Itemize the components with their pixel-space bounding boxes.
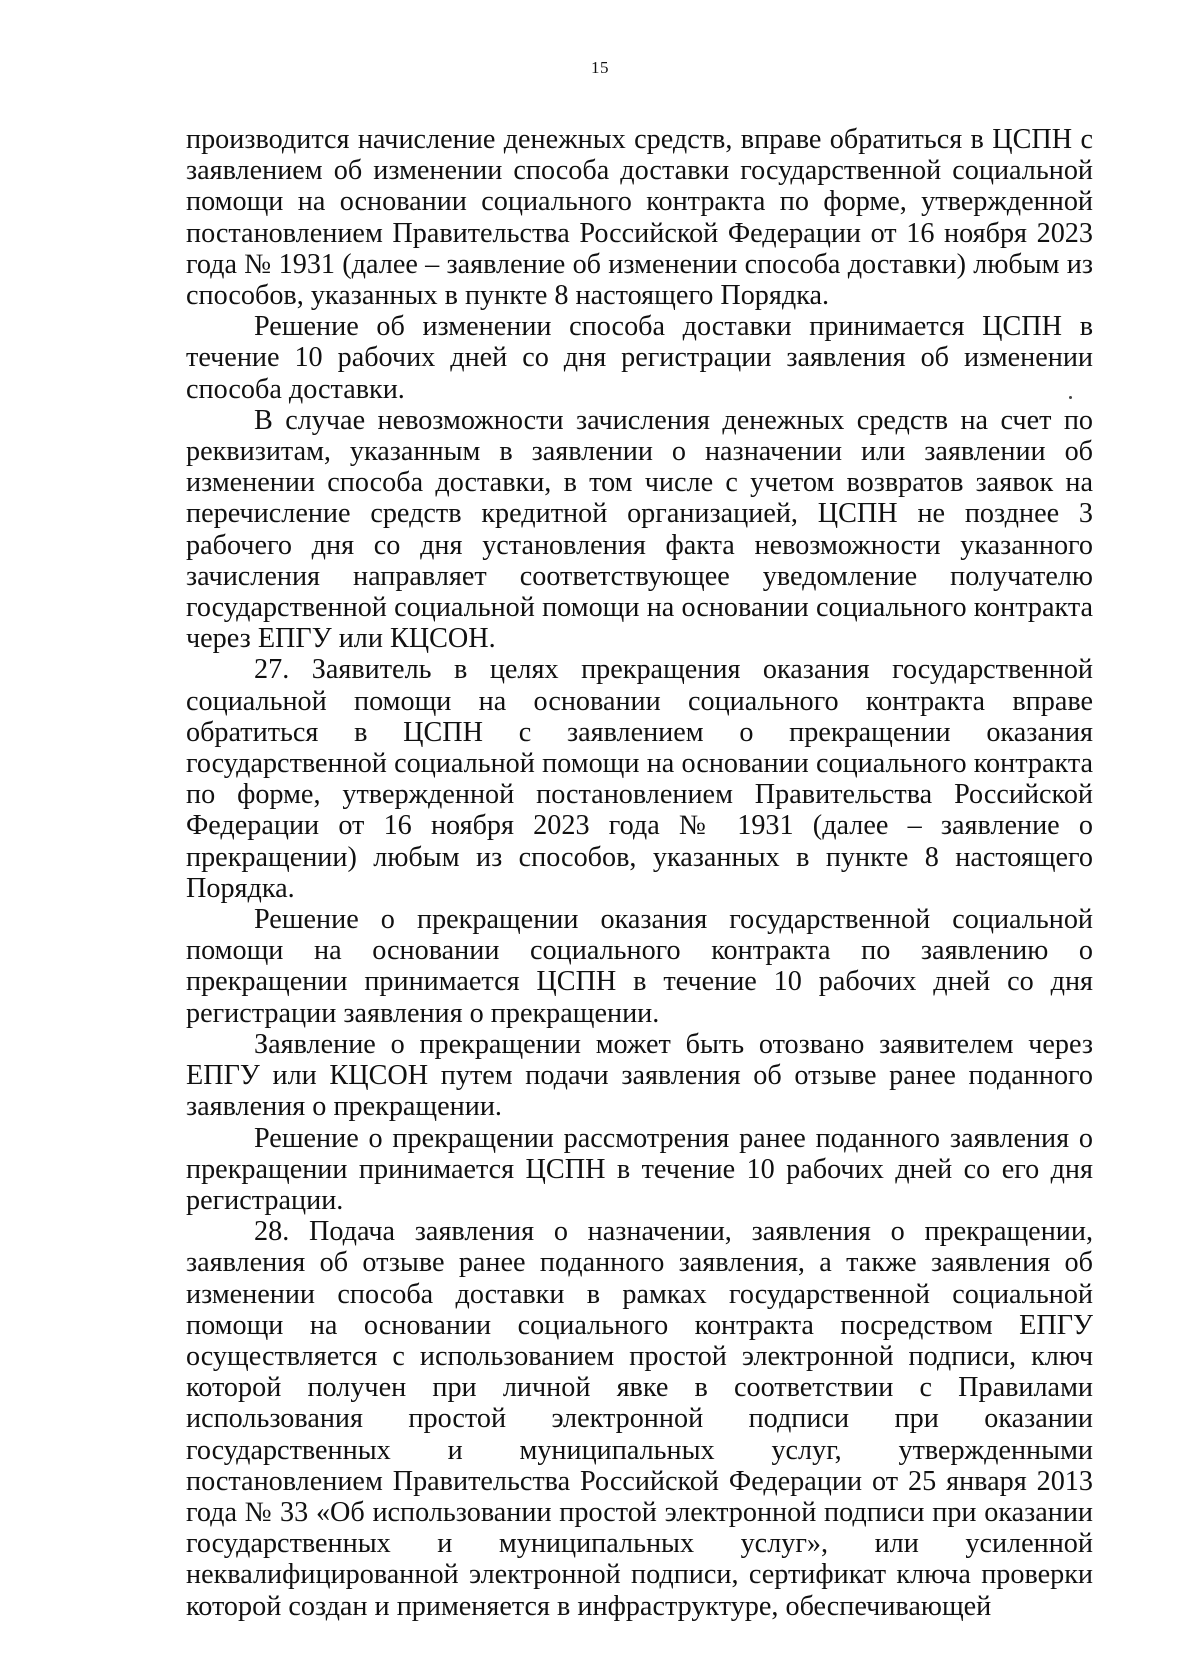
paragraph-item-27: 27. Заявитель в целях прекращения оказания государственной социальной помощи на основании социального контракта вправе обратиться в ЦСПН с заявлением о прекращении оказания государственной социальной помощи на основании социального контракта по форме, утвержденной постановлением Правительства Российской Федерации от 16 ноября 2023 года № 1931 (далее – заявление о прекращении) любым из способов, указанных в пункте 8 настоящего Порядка. [186, 654, 1093, 904]
paragraph-withdrawal: Заявление о прекращении может быть отозвано заявителем через ЕПГУ или КЦСОН путем подачи заявления об отзыве ранее поданного заявления о прекращении. [186, 1028, 1093, 1123]
paragraph-continuation: производится начисление денежных средств, вправе обратиться в ЦСПН с заявлением об изменении способа доставки государственной социальной помощи на основании социального контракта по форме, утвержденной постановлением Правительства Российской Федерации от 16 ноября 2023 года № 1931 (далее – заявление об изменении способа доставки) любым из способов, указанных в пункте 8 настоящего Порядка. [186, 124, 1093, 312]
page-number: 15 [591, 58, 609, 77]
paragraph-transfer-impossible: В случае невозможности зачисления денежных средств на счет по реквизитам, указанным в заявлении о назначении или заявлении об изменении способа доставки, в том числе с учетом возвратов заявок на перечисление средств кредитной организацией, ЦСПН не позднее 3 рабочего дня со дня установления факта невозможности указанного зачисления направляет соответствующее уведомление получателю государственной социальной помощи на основании социального контракта через ЕПГУ или КЦСОН. [186, 404, 1093, 655]
scan-speck [1069, 396, 1072, 399]
paragraph-item-28: 28. Подача заявления о назначении, заявления о прекращении, заявления об отзыве ранее поданного заявления, а также заявления об изменении способа доставки в рамках государственной социальной помощи на основании социального контракта посредством ЕПГУ осуществляется с использованием простой электронной подписи, ключ которой получен при личной явке в соответствии с Правилами использования простой электронной подписи при оказании государственных и муниципальных услуг, утвержденными постановлением Правительства Российской Федерации от 25 января 2013 года № 33 «Об использовании простой электронной подписи при оказании государственных и муниципальных услуг», или усиленной неквалифицированной электронной подписи, сертификат ключа проверки которой создан и применяется в инфраструктуре, обеспечивающей [186, 1216, 1093, 1622]
paragraph-withdrawal-decision: Решение о прекращении рассмотрения ранее поданного заявления о прекращении принимается ЦСПН в течение 10 рабочих дней со его дня регистрации. [186, 1122, 1093, 1216]
paragraph-termination-decision: Решение о прекращении оказания государственной социальной помощи на основании социального контракта по заявлению о прекращении принимается ЦСПН в течение 10 рабочих дней со дня регистрации заявления о прекращении. [186, 904, 1093, 1029]
paragraph-delivery-decision: Решение об изменении способа доставки принимается ЦСПН в течение 10 рабочих дней со дня регистрации заявления об изменении способа доставки. [186, 311, 1093, 405]
document-body [186, 124, 1093, 1622]
